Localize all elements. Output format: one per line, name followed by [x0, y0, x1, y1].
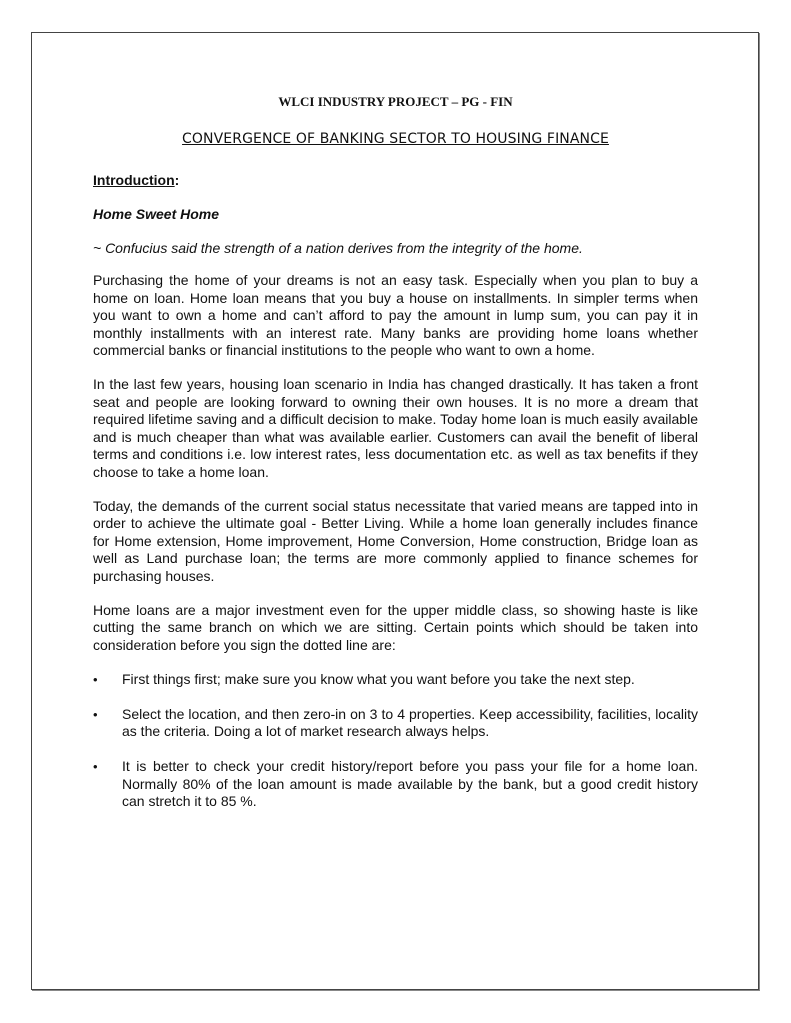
list-item	[93, 706, 698, 741]
project-header: WLCI INDUSTRY PROJECT – PG - FIN	[278, 94, 513, 109]
bullet-text: It is better to check your credit history/report before you pass your file for a home loan. Normally 80% of the loan amount is made available by the bank, but a good credit history can stretch it to 85 %.	[122, 758, 698, 810]
section-subheading: Home Sweet Home	[93, 206, 220, 222]
paragraph-major-investment: Home loans are a major investment even for the upper middle class, so showing haste is like cutting the same branch on which we are sitting. Certain points which should be taken into consideration before you sign the dotted line are:	[93, 601, 698, 653]
bullet-list	[93, 671, 698, 811]
bullet-text: Select the location, and then zero-in on 3 to 4 properties. Keep accessibility, facilities, locality as the criteria. Doing a lot of market research always helps.	[122, 705, 698, 740]
introduction-heading-colon: :	[174, 172, 180, 188]
bullet-icon: •	[93, 672, 98, 688]
introduction-heading-text: Introduction	[93, 172, 175, 188]
bullet-icon: •	[93, 706, 98, 722]
confucius-quote: ~ Confucius said the strength of a nation derives from the integrity of the home.	[93, 240, 583, 256]
bullet-icon: •	[93, 759, 98, 775]
list-item	[93, 671, 698, 689]
introduction-heading	[93, 171, 698, 189]
paragraph-purchasing: Purchasing the home of your dreams is not an easy task. Especially when you plan to buy a home on loan. Home loan means that you buy a house on installments. In simpler terms when you want to own a home and can’t afford to pay the amount in lump sum, you can pay it in monthly installments with an interest rate. Many banks are providing home loans whether commercial banks or financial institutions to the people who want to own a home.	[93, 272, 698, 359]
paragraph-housing-scenario: In the last few years, housing loan scenario in India has changed drastically. It has taken a front seat and people are looking forward to owning their own houses. It is no more a dream that required lifetime saving and a difficult decision to make. Today home loan is much easily available and is much cheaper than what was available earlier. Customers can avail the benefit of liberal terms and conditions i.e. low interest rates, less documentation etc. as well as tax benefits if they choose to take a home loan.	[93, 375, 698, 480]
document-title: CONVERGENCE OF BANKING SECTOR TO HOUSING FINANCE	[182, 131, 609, 147]
document-content	[93, 92, 698, 828]
list-item	[93, 758, 698, 811]
bullet-text: First things first; make sure you know what you want before you take the next step.	[122, 671, 635, 688]
paragraph-social-status: Today, the demands of the current social status necessitate that varied means are tapped into in order to achieve the ultimate goal - Better Living. While a home loan generally includes finance for Home extension, Home improvement, Home Conversion, Home construction, Bridge loan as well as Land purchase loan; the terms are more commonly applied to finance schemes for purchasing houses.	[93, 497, 698, 584]
